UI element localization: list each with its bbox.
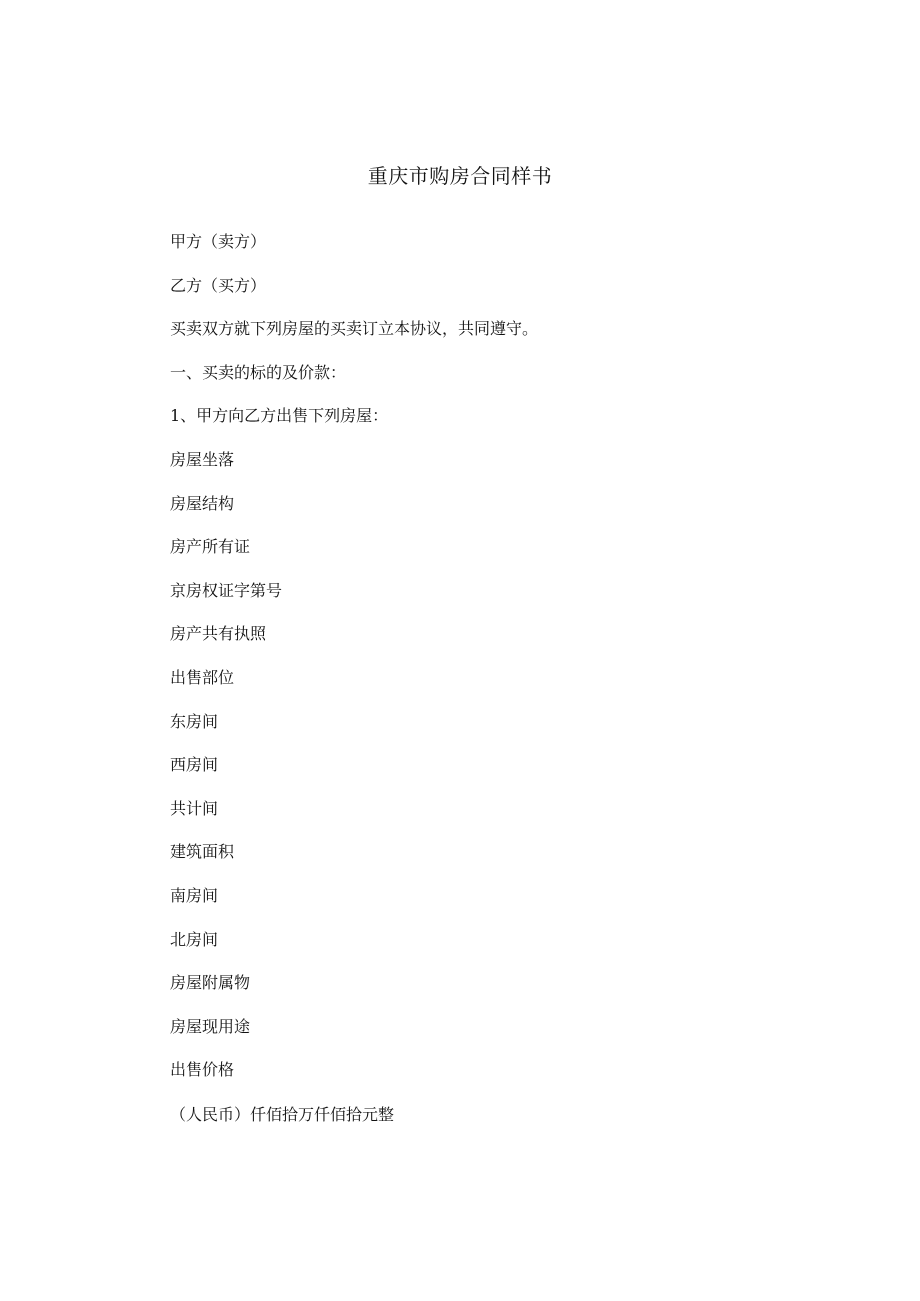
field-sale-part: 出售部位 (170, 667, 235, 687)
contract-body (170, 228, 810, 1100)
section-heading: 一、买卖的标的及价款： (170, 362, 347, 382)
price-amount-line: （人民币）仟佰拾万仟佰拾元整 (170, 1105, 395, 1124)
field-current-use: 房屋现用途 (170, 1016, 251, 1036)
field-ownership-certificate: 房产所有证 (170, 537, 251, 557)
field-sale-price: 出售价格 (170, 1060, 235, 1080)
field-certificate-number: 京房权证字第号 (170, 580, 283, 600)
field-east-rooms: 东房间 (170, 711, 219, 731)
field-location: 房屋坐落 (170, 449, 235, 469)
field-attachments: 房屋附属物 (170, 973, 251, 993)
field-west-rooms: 西房间 (170, 755, 219, 775)
field-south-rooms: 南房间 (170, 885, 219, 905)
agreement-statement: 买卖双方就下列房屋的买卖订立本协议，共同遵守。 (170, 319, 539, 339)
field-north-rooms: 北房间 (170, 929, 219, 949)
field-structure: 房屋结构 (170, 493, 235, 513)
clause-heading: 1、甲方向乙方出售下列房屋： (170, 406, 389, 426)
field-total-rooms: 共计间 (170, 798, 219, 818)
document-title: 重庆市购房合同样书 (367, 164, 553, 188)
party-a-line: 甲方（卖方） (170, 232, 267, 251)
party-b-line: 乙方（买方） (170, 275, 267, 295)
field-joint-ownership-license: 房产共有执照 (170, 624, 267, 644)
field-floor-area: 建筑面积 (170, 842, 235, 862)
